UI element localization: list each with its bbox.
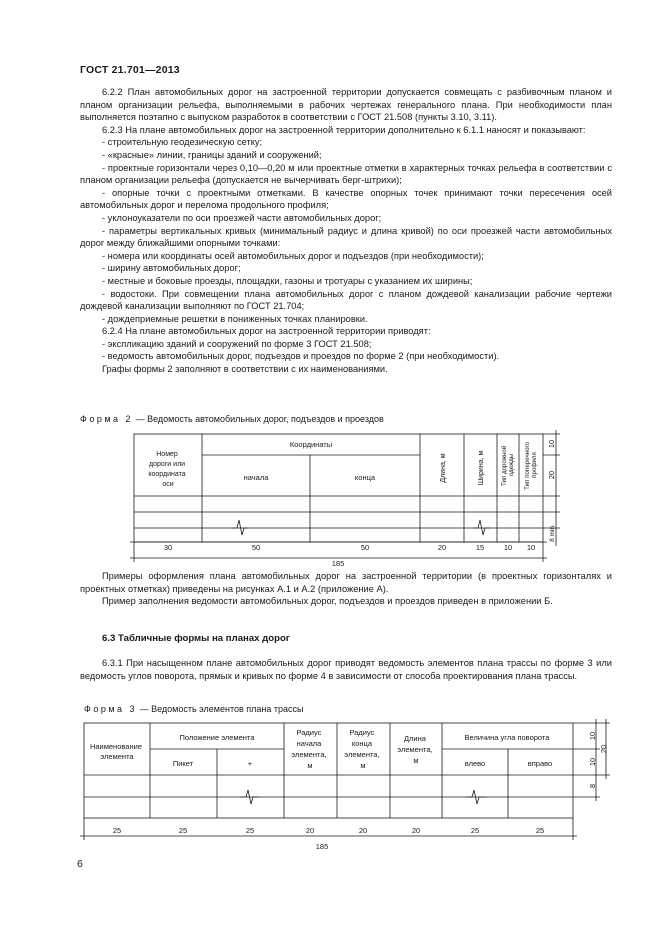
list-item: - местные и боковые проезды, площадки, газоны и тротуары с указанием их ширины; <box>102 275 473 286</box>
list-item: - экспликацию зданий и сооружений по форме 3 ГОСТ 21.508; <box>102 338 372 349</box>
form2-dim-col7: 10 <box>526 543 536 552</box>
form3-dim-col7: 25 <box>470 826 480 835</box>
form3-dim-row2: 10 <box>588 757 597 767</box>
form3-header-radius-end <box>344 728 381 770</box>
form3-dim-col5: 20 <box>358 826 368 835</box>
form2-dim-row1: 10 <box>547 439 556 449</box>
list-item: - проектные горизонтали через 0,10—0,20 м или проектные отметки в характерных точках рельефа в соответствии с планом организации рельефа (допускается не вычерчивать берг-штрихи); <box>80 162 612 186</box>
form3-dim-col4: 20 <box>305 826 315 835</box>
form2-dim-total: 185 <box>331 559 345 568</box>
document-header: ГОСТ 21.701—2013 <box>80 64 180 76</box>
list-item: - уклоноуказатели по оси проезжей части автомобильных дорог; <box>102 212 382 223</box>
form3-dim-row4: 8 <box>588 783 597 789</box>
form2-header-number-line: координата <box>148 471 186 478</box>
form3-header-name-line: Наименование <box>89 742 142 751</box>
form2-dim-col1: 30 <box>163 543 173 552</box>
list-item: - ведомость автомобильных дорог, подъездов и проездов по форме 2 (при необходимости). <box>102 351 500 362</box>
form2-header-length: Длина, м <box>440 453 447 483</box>
form3-header-radius-start-line: начала <box>296 739 322 748</box>
paragraph-6-2-2: 6.2.2 План автомобильных дорог на застроенной территории допускается совмещать с разбивочным планом и планом организации рельефа, выполняемыми в рабочих чертежах генерального плана. При необходимости план выполняется поэтапно с выпуском разработок в соответствии с ГОСТ 21.508 (пункты 3.10, 3.11). <box>80 87 612 123</box>
form2-header-start: начала <box>243 473 269 482</box>
form3-header-length-line: элемента, <box>397 745 433 754</box>
list-item: - дождеприемные решетки в пониженных точках планировки. <box>102 313 368 324</box>
form3-header-left: влево <box>464 759 486 768</box>
form3-header-right: вправо <box>527 759 553 768</box>
form3-header-length-line: Длина <box>403 734 426 743</box>
form3-header-radius-end-line: конца <box>351 739 373 748</box>
form2-dim-row2: 20 <box>547 470 556 480</box>
form2-header-coordinates: Координаты <box>289 440 333 449</box>
form2-header-width: Ширина, м <box>478 450 485 486</box>
form3-header-angle: Величина угла поворота <box>464 733 550 742</box>
form2-header-number-line: дороги или <box>148 461 186 468</box>
list-item: - «красные» линии, границы зданий и сооружений; <box>102 149 322 160</box>
form3-header-radius-start <box>291 728 328 770</box>
form2-header-end: конца <box>354 473 376 482</box>
form2-dim-col6: 10 <box>503 543 513 552</box>
form3-dim-col6: 20 <box>411 826 421 835</box>
form3-dim-col1: 25 <box>112 826 122 835</box>
form2-dim-col4: 20 <box>437 543 447 552</box>
form3-dim-col3: 25 <box>245 826 255 835</box>
form3-dim-col2: 25 <box>178 826 188 835</box>
form2-dim-row3: 8 min. <box>549 524 556 542</box>
form2-header-pavement-line: одежды <box>508 453 515 477</box>
form3-header-radius-start-line: м <box>307 761 313 770</box>
list-item: - водостоки. При совмещении плана автомобильных дорог с планом дождевой канализации рабочие чертежи дождевой канализации выполняют по ГОСТ 21.704; <box>80 288 612 312</box>
form2-dim-col5: 15 <box>475 543 485 552</box>
form3-header-radius-start-line: элемента, <box>291 750 327 759</box>
form3-header-length-line: м <box>413 756 419 765</box>
form2-title: — Ведомость автомобильных дорог, подъездов и проездов <box>135 414 384 424</box>
page-number: 6 <box>77 858 83 870</box>
list-item: - строительную геодезическую сетку; <box>102 137 263 148</box>
form3-header-position: Положение элемента <box>179 733 255 742</box>
paragraph-examples: Примеры оформления плана автомобильных дорог на застроенной территории (в проектных горизонталях и проектных отметках) приведены на рисунках А.1 и А.2 (приложение А). <box>80 571 612 594</box>
form3-header-radius-end-line: м <box>360 761 366 770</box>
form2-label: Форма 2 <box>80 414 134 424</box>
paragraph-6-2-4-note: Графы формы 2 заполняют в соответствии с их наименованиями. <box>102 364 388 375</box>
form3-dim-row3: 20 <box>599 744 608 754</box>
form3-header-length <box>397 734 434 765</box>
paragraph-6-3-1: 6.3.1 При насыщенном плане автомобильных дорог приводят ведомость элементов плана трассы по форме 3 или ведомость углов поворота, прямых и кривых по форме 4 в зависимости от способа проектирования плана трассы. <box>80 658 612 681</box>
paragraph-6-2-4: 6.2.4 На плане автомобильных дорог на застроенной территории приводят: <box>102 326 431 337</box>
form3-title: — Ведомость элементов плана трассы <box>139 704 304 714</box>
form2-header-number-line: Номер <box>156 451 178 458</box>
form2-header-profile-line: профиля <box>531 452 538 478</box>
form3-header-radius-end-line: Радиус <box>349 728 375 737</box>
list-item: - параметры вертикальных кривых (минимальный радиус и длина кривой) по оси проезжей части автомобильных дорог между ближайшими опорными точками: <box>80 225 612 249</box>
form3-header-radius-start-line: Радиус <box>296 728 322 737</box>
form3-header-plus: + <box>247 759 253 768</box>
paragraph-6-2-3: 6.2.3 На плане автомобильных дорог на застроенной территории дополнительно к 6.1.1 наносят и показывают: <box>102 124 586 135</box>
list-item: - опорные точки с проектными отметками. В качестве опорных точек принимают точки пересечения осей автомобильных дорог и перелома продольного профиля; <box>80 187 612 211</box>
form3-label: Форма 3 <box>84 704 138 714</box>
form3-dim-row1: 10 <box>588 731 597 741</box>
list-item: - номера или координаты осей автомобильных дорог и подъездов (при необходимости); <box>102 250 484 261</box>
form3-header-name <box>90 742 144 761</box>
paragraph-example-fill: Пример заполнения ведомости автомобильных дорог, подъездов и проездов приведен в приложении Б. <box>102 596 553 607</box>
form2-header-number-line: оси <box>162 481 174 488</box>
form3-dim-total: 185 <box>315 842 329 851</box>
form2-dim-col3: 50 <box>360 543 370 552</box>
list-item: - ширину автомобильных дорог; <box>102 263 241 274</box>
form3-header-name-line: элемента <box>100 752 134 761</box>
form3-header-radius-end-line: элемента, <box>344 750 380 759</box>
form2-header-profile-line: Тип поперечного <box>524 441 531 490</box>
form2-header-pavement-line: Тип дорожной <box>501 445 508 487</box>
section-heading-6-3: 6.3 Табличные формы на планах дорог <box>102 633 290 644</box>
form3-dim-col8: 25 <box>535 826 545 835</box>
form2-dim-col2: 50 <box>251 543 261 552</box>
form3-header-picket: Пикет <box>172 759 194 768</box>
